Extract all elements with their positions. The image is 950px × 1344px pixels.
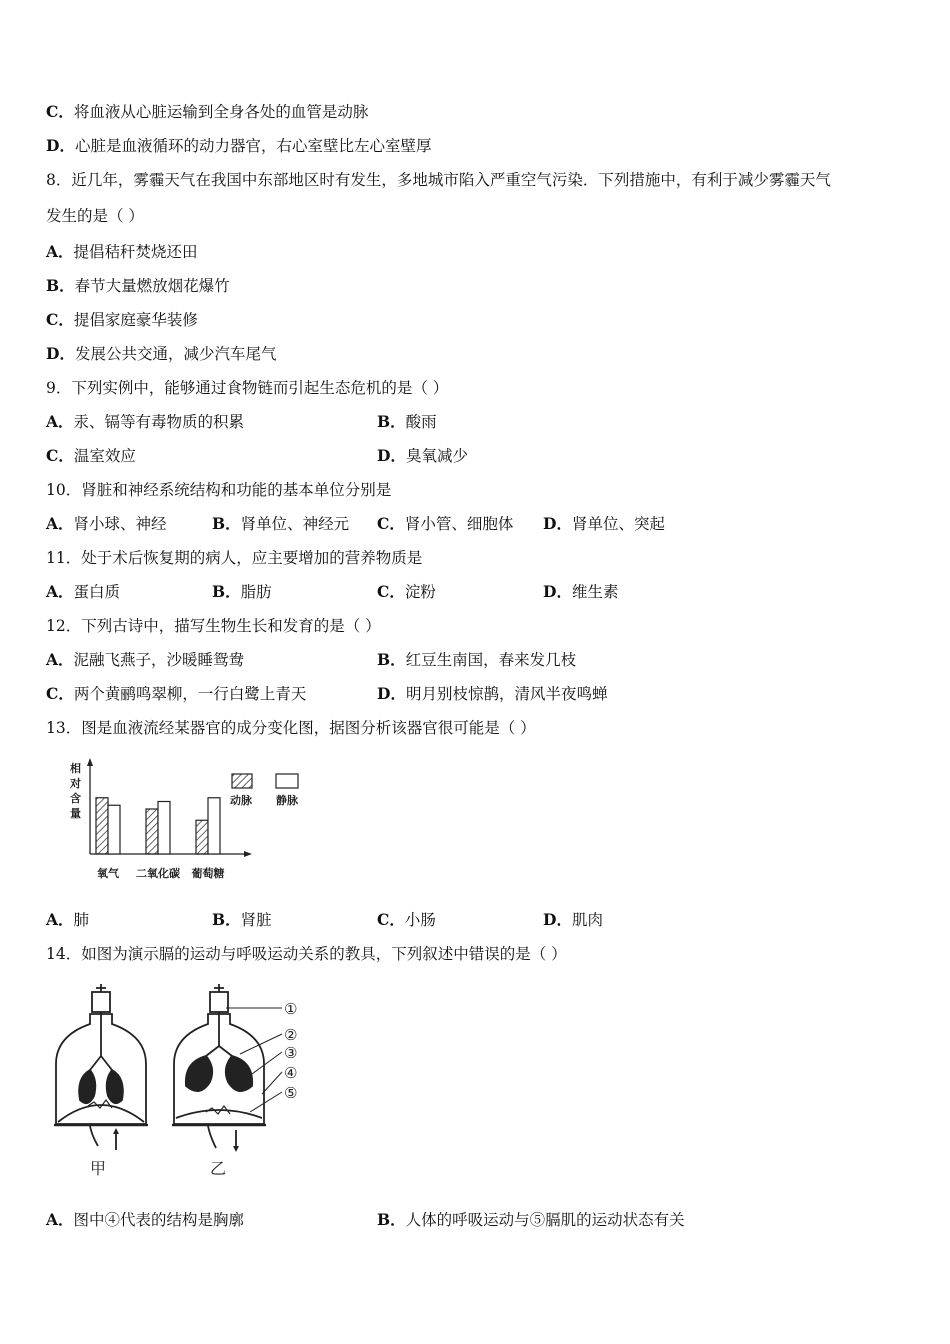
label-4: ④ — [284, 1064, 298, 1082]
q14-stem: 14．如图为演示膈的运动与呼吸运动关系的教具，下列叙述中错误的是（ ） — [46, 945, 567, 963]
option-letter: B． — [377, 650, 406, 669]
option-text: 肾小管、细胞体 — [404, 515, 514, 533]
q8-option-b — [46, 276, 230, 296]
option-text: 明月别枝惊鹊，清风半夜鸣蝉 — [405, 685, 608, 703]
diaphragm-model-svg — [50, 984, 310, 1184]
label-jia: 甲 — [90, 1159, 107, 1178]
option-text: 小肠 — [404, 911, 436, 929]
q13-option-c — [377, 910, 436, 930]
q9-option-b — [377, 412, 437, 432]
label-2: ② — [284, 1026, 298, 1044]
option-letter: B． — [377, 1210, 406, 1229]
option-text: 蛋白质 — [73, 583, 121, 601]
option-text: 将血液从心脏运输到全身各处的血管是动脉 — [73, 103, 369, 121]
y-axis-arrow-icon — [87, 758, 93, 766]
label-1: ① — [284, 1000, 298, 1018]
q9-option-c — [46, 446, 136, 466]
legend-label-artery: 动脉 — [230, 794, 252, 807]
q8-option-a — [46, 242, 198, 262]
legend-label-vein: 静脉 — [276, 794, 298, 807]
option-text: 心脏是血液循环的动力器官，右心室壁比左心室壁厚 — [74, 137, 432, 155]
q13-stem: 13．图是血液流经某器官的成分变化图，据图分析该器官很可能是（ ） — [46, 719, 536, 737]
q11-option-b — [212, 582, 272, 602]
option-letter: D． — [543, 910, 572, 929]
option-letter: C． — [377, 514, 405, 533]
q12-option-d — [377, 684, 607, 704]
q14-option-a — [46, 1210, 244, 1230]
q7-option-d — [46, 136, 431, 156]
option-letter: A． — [46, 242, 74, 261]
q9-option-d — [377, 446, 468, 466]
q11-stem: 11．处于术后恢复期的病人，应主要增加的营养物质是 — [46, 549, 423, 567]
option-text: 两个黄鹂鸣翠柳，一行白鹭上青天 — [73, 685, 307, 703]
q12-option-c — [46, 684, 306, 704]
option-letter: D． — [46, 344, 75, 363]
option-letter: D． — [377, 684, 406, 703]
option-text: 酸雨 — [405, 413, 437, 431]
option-letter: C． — [377, 582, 405, 601]
option-letter: C． — [377, 910, 405, 929]
option-text: 发展公共交通，减少汽车尾气 — [74, 345, 277, 363]
option-letter: C． — [46, 310, 74, 329]
option-letter: D． — [543, 514, 572, 533]
q10-option-c — [377, 514, 513, 534]
option-letter: A． — [46, 650, 74, 669]
q12-option-b — [377, 650, 576, 670]
option-text: 维生素 — [571, 583, 619, 601]
legend-swatch-vein — [276, 774, 298, 788]
label-5: ⑤ — [284, 1084, 298, 1102]
q11-option-c — [377, 582, 436, 602]
option-text: 肾小球、神经 — [73, 515, 167, 533]
option-text: 春节大量燃放烟花爆竹 — [74, 277, 230, 295]
option-letter: C． — [46, 446, 74, 465]
option-letter: A． — [46, 412, 74, 431]
bar-vein-1 — [158, 802, 170, 855]
option-letter: D． — [377, 446, 406, 465]
q14-diaphragm-model-figure — [50, 984, 310, 1184]
option-text: 臭氧减少 — [405, 447, 468, 465]
x-tick-label-0: 氧气 — [97, 867, 119, 880]
q10-option-b — [212, 514, 349, 534]
q8-stem-line1: 8．近几年，雾霾天气在我国中东部地区时有发生，多地城市陷入严重空气污染．下列措施中，有利于减少雾霾天气 — [46, 171, 831, 189]
option-text: 红豆生南国，春来发几枝 — [405, 651, 577, 669]
bar-chart-svg — [56, 754, 316, 894]
option-text: 图中④代表的结构是胸廓 — [73, 1211, 245, 1229]
option-letter: B． — [46, 276, 75, 295]
y-axis-label-char: 对 — [70, 777, 81, 790]
x-tick-label-1: 二氧化碳 — [136, 867, 180, 880]
tick-labels-group — [97, 866, 225, 880]
option-text: 汞、镉等有毒物质的积累 — [73, 413, 245, 431]
q8-option-c — [46, 310, 198, 330]
q8-stem-line2: 发生的是（ ） — [46, 207, 144, 225]
option-letter: C． — [46, 684, 74, 703]
bar-vein-0 — [108, 805, 120, 854]
option-letter: A． — [46, 582, 74, 601]
q13-option-a — [46, 910, 89, 930]
q13-option-b — [212, 910, 272, 930]
q10-option-d — [543, 514, 665, 534]
bar-artery-0 — [96, 798, 108, 854]
option-letter: D． — [46, 136, 75, 155]
y-axis-label — [69, 761, 81, 820]
y-axis-label-char: 量 — [70, 807, 81, 820]
bar-vein-2 — [208, 798, 220, 854]
label-3: ③ — [284, 1044, 298, 1062]
y-axis-label-char: 相 — [70, 762, 81, 775]
option-letter: B． — [212, 910, 241, 929]
q9-option-a — [46, 412, 244, 432]
x-axis-arrow-icon — [244, 851, 252, 857]
q13-bar-chart — [56, 754, 316, 894]
option-text: 肾脏 — [240, 911, 272, 929]
option-letter: A． — [46, 514, 74, 533]
label-yi: 乙 — [210, 1159, 227, 1178]
q12-stem: 12．下列古诗中，描写生物生长和发育的是（ ） — [46, 617, 381, 635]
q11-option-d — [543, 582, 618, 602]
q8-option-d — [46, 344, 276, 364]
option-letter: A． — [46, 1210, 74, 1229]
option-letter: B． — [212, 582, 241, 601]
option-text: 泥融飞燕子，沙暖睡鸳鸯 — [73, 651, 245, 669]
option-text: 温室效应 — [73, 447, 136, 465]
option-text: 提倡家庭豪华装修 — [73, 311, 198, 329]
option-letter: B． — [377, 412, 406, 431]
option-text: 肌肉 — [571, 911, 603, 929]
option-letter: B． — [212, 514, 241, 533]
option-text: 脂肪 — [240, 583, 272, 601]
q14-option-b — [377, 1210, 685, 1230]
q9-stem: 9．下列实例中，能够通过食物链而引起生态危机的是（ ） — [46, 379, 449, 397]
bars-group — [96, 798, 220, 854]
q11-option-a — [46, 582, 120, 602]
bar-artery-1 — [146, 809, 158, 854]
option-text: 人体的呼吸运动与⑤膈肌的运动状态有关 — [405, 1211, 685, 1229]
option-text: 肾单位、神经元 — [240, 515, 350, 533]
q10-stem: 10．肾脏和神经系统结构和功能的基本单位分别是 — [46, 481, 392, 499]
option-text: 肺 — [73, 911, 90, 929]
option-letter: A． — [46, 910, 74, 929]
q13-option-d — [543, 910, 603, 930]
option-text: 肾单位、突起 — [571, 515, 665, 533]
q12-option-a — [46, 650, 244, 670]
option-text: 淀粉 — [404, 583, 436, 601]
legend-swatch-artery — [232, 774, 252, 788]
x-tick-label-2: 葡萄糖 — [191, 867, 225, 880]
option-text: 提倡秸秆焚烧还田 — [73, 243, 198, 261]
jar-jia — [54, 984, 148, 1150]
bar-artery-2 — [196, 820, 208, 854]
q7-option-c — [46, 102, 368, 122]
option-letter: D． — [543, 582, 572, 601]
option-letter: C． — [46, 102, 74, 121]
q10-option-a — [46, 514, 167, 534]
y-axis-label-char: 含 — [70, 792, 81, 805]
jar-yi — [172, 984, 282, 1152]
